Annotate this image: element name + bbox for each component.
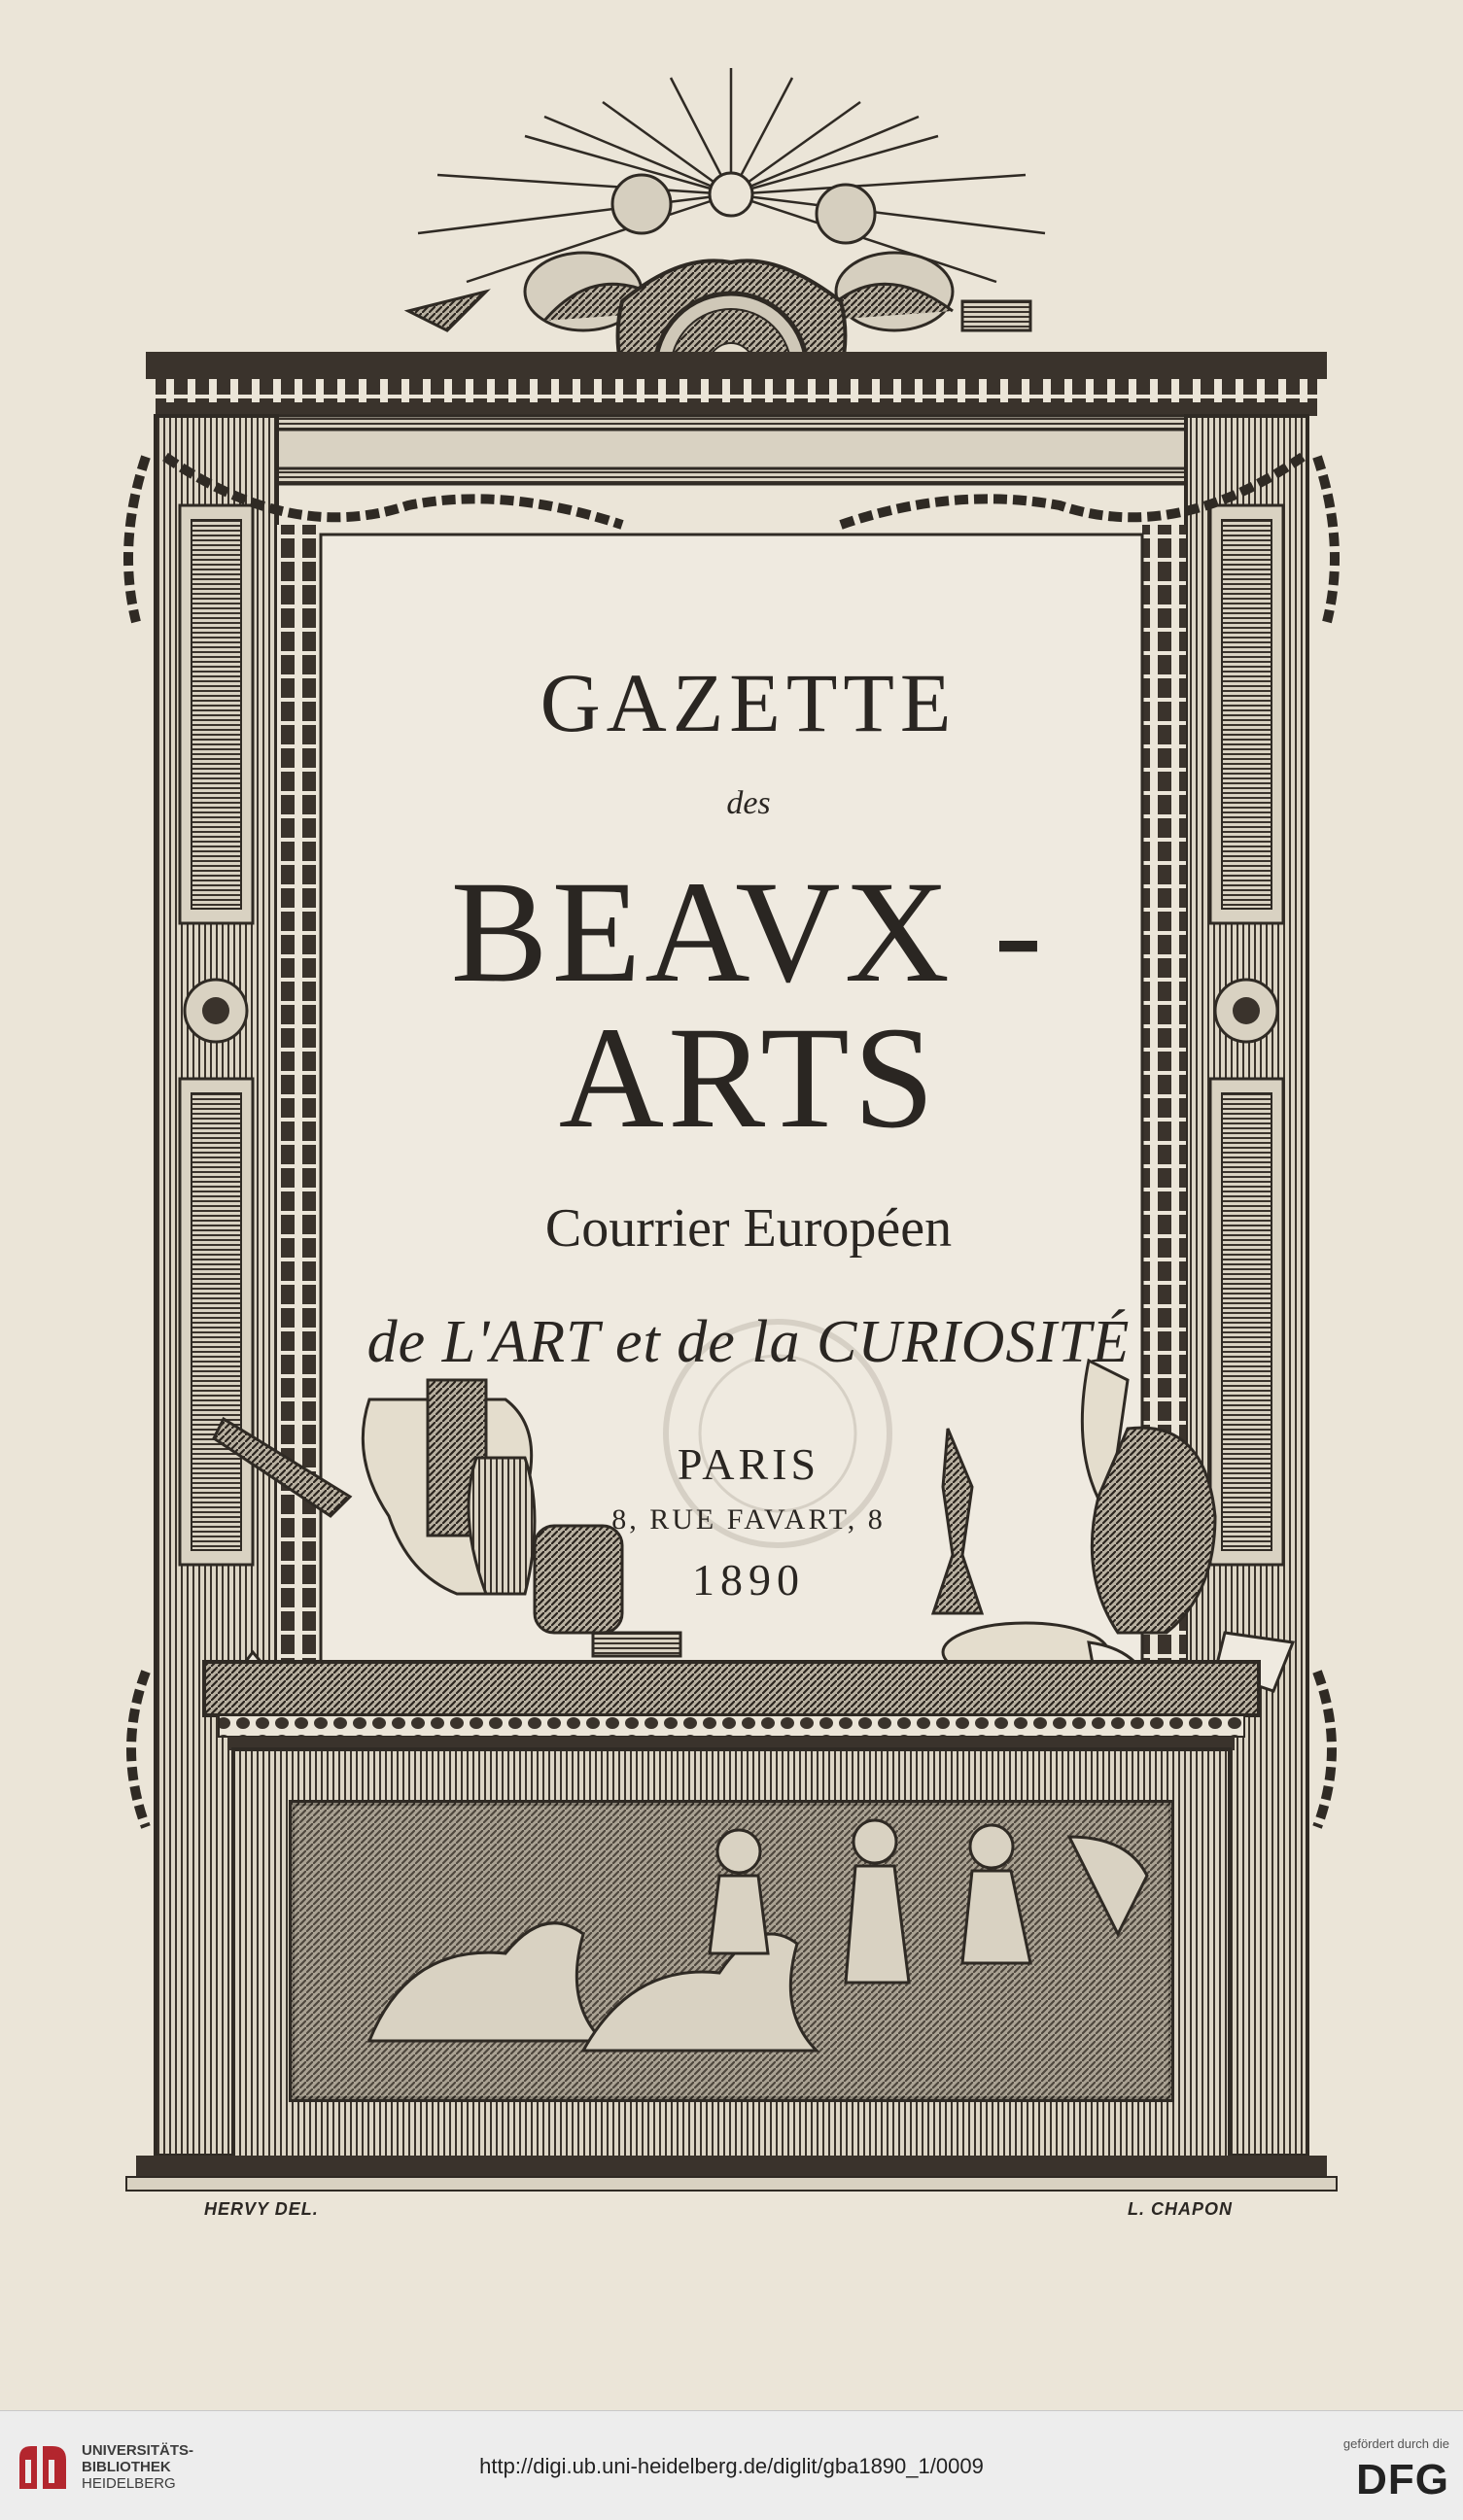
library-name-line3: HEIDELBERG — [82, 2475, 176, 2492]
dfg-logo: DFG — [1356, 2456, 1449, 2503]
title-beaux-arts: BEAVX - ARTS — [450, 851, 1047, 1158]
title-block — [321, 641, 1176, 1377]
publication-year: 1890 — [692, 1555, 805, 1605]
publication-info — [544, 1438, 953, 1605]
publication-address: 8, RUE FAVART, 8 — [611, 1503, 886, 1536]
credit-right: L. CHAPON — [1128, 2199, 1233, 2219]
footer-bar — [0, 2410, 1463, 2520]
funding-note: gefördert durch die — [1342, 2436, 1449, 2451]
subtitle-art-curiosite: de L'ART et de la CURIOSITÉ — [366, 1309, 1131, 1375]
subtitle-courrier: Courrier Européen — [544, 1198, 953, 1259]
credit-left: HERVY DEL. — [204, 2199, 319, 2219]
title-gazette: GAZETTE — [540, 656, 958, 749]
title-des: des — [726, 785, 771, 821]
permalink-url[interactable]: http://digi.ub.uni-heidelberg.de/diglit/gba1890_1/0009 — [479, 2454, 984, 2478]
publication-city: PARIS — [677, 1439, 820, 1489]
library-name-line1: UNIVERSITÄTS- — [82, 2442, 194, 2459]
cherub-right — [817, 185, 1030, 330]
library-name-line2: BIBLIOTHEK — [82, 2459, 171, 2475]
relief-panel — [233, 1749, 1230, 2158]
